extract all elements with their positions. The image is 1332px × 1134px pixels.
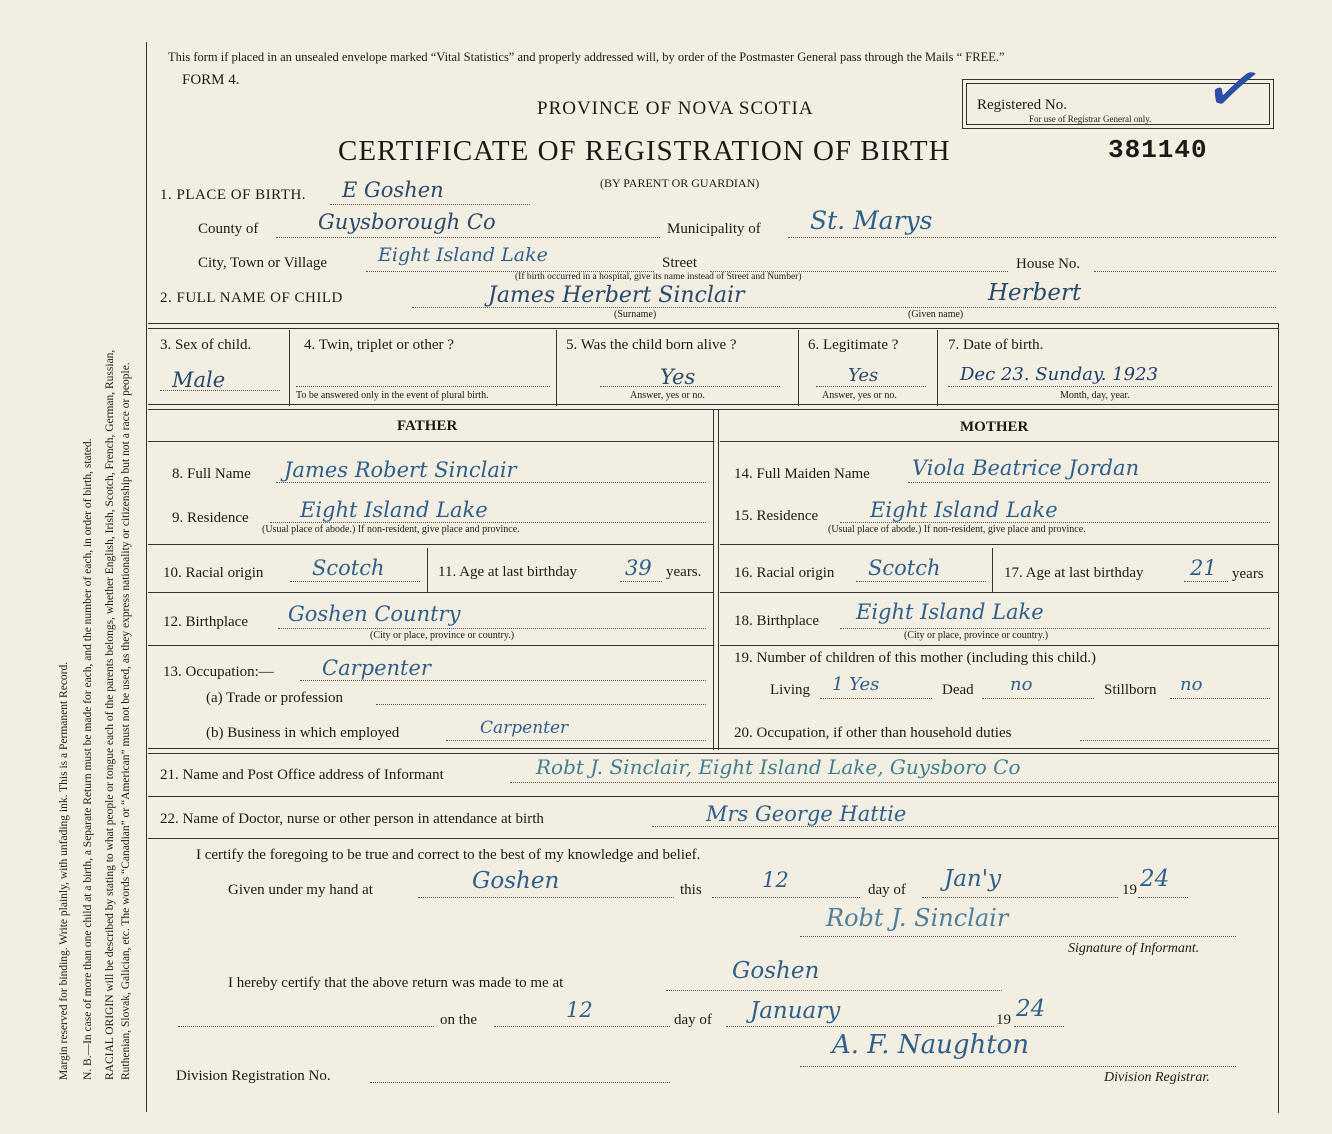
mother-dead-value: no bbox=[1010, 674, 1033, 695]
margin-note-multiple-births: N. B.—In case of more than one child at a birth, a Separate Return must be made for each, and the number of each, in order of birth, stated. bbox=[82, 438, 94, 1080]
dob-value: Dec 23. Sunday. 1923 bbox=[960, 364, 1159, 385]
mother-stillborn-label: Stillborn bbox=[1104, 682, 1157, 698]
informant-value: Robt J. Sinclair, Eight Island Lake, Guysboro Co bbox=[536, 755, 1021, 779]
father-residence-label: 9. Residence bbox=[172, 510, 249, 526]
mother-residence-value: Eight Island Lake bbox=[870, 498, 1058, 522]
father-age-value: 39 bbox=[625, 556, 652, 580]
surname-note: (Surname) bbox=[614, 309, 657, 320]
given-day-value: 12 bbox=[762, 868, 789, 892]
twin-label: 4. Twin, triplet or other ? bbox=[304, 337, 454, 353]
checkmark-icon: ✓ bbox=[1197, 46, 1271, 135]
signature-informant-label: Signature of Informant. bbox=[1068, 941, 1200, 956]
division-registration-no-label: Division Registration No. bbox=[176, 1068, 331, 1084]
father-name-label: 8. Full Name bbox=[172, 466, 251, 482]
reg-year-value: 24 bbox=[1016, 996, 1046, 1022]
certificate-subtitle: (BY PARENT OR GUARDIAN) bbox=[600, 176, 760, 190]
doctor-label: 22. Name of Doctor, nurse or other person in attendance at birth bbox=[160, 811, 544, 827]
hereby-place-value: Goshen bbox=[732, 958, 820, 984]
mother-birthplace-note: (City or place, province or country.) bbox=[904, 630, 1049, 641]
father-heading: FATHER bbox=[397, 418, 458, 434]
certify-text: I certify the foregoing to be true and correct to the best of my knowledge and belief. bbox=[196, 847, 701, 863]
father-residence-value: Eight Island Lake bbox=[300, 498, 488, 522]
given-this-label: this bbox=[680, 882, 702, 898]
twin-note: To be answered only in the event of plural birth. bbox=[296, 390, 489, 401]
informant-top-rule bbox=[148, 748, 1278, 754]
mother-age-value: 21 bbox=[1190, 556, 1217, 580]
registrar-signature: A. F. Naughton bbox=[832, 1030, 1030, 1060]
father-trade-label: (a) Trade or profession bbox=[206, 690, 344, 706]
county-value: Guysborough Co bbox=[318, 210, 496, 234]
frame-left bbox=[146, 42, 147, 1112]
father-birthplace-label: 12. Birthplace bbox=[163, 614, 248, 630]
informant-label: 21. Name and Post Office address of Informant bbox=[160, 767, 444, 783]
mother-residence-label: 15. Residence bbox=[734, 508, 819, 524]
father-birthplace-value: Goshen Country bbox=[288, 602, 461, 626]
parents-divider bbox=[713, 410, 719, 750]
mother-living-label: Living bbox=[770, 682, 810, 698]
mother-race-label: 16. Racial origin bbox=[734, 565, 835, 581]
sex-label: 3. Sex of child. bbox=[160, 337, 252, 353]
mother-birthplace-label: 18. Birthplace bbox=[734, 613, 819, 629]
mother-children-label: 19. Number of children of this mother (including this child.) bbox=[734, 650, 1097, 666]
father-race-value: Scotch bbox=[312, 556, 385, 580]
street-label: Street bbox=[662, 255, 697, 271]
hereby-label: I hereby certify that the above return was made to me at bbox=[228, 975, 564, 991]
form-number: FORM 4. bbox=[182, 72, 240, 88]
reg-day-of-label: day of bbox=[674, 1012, 712, 1028]
division-registrar-label: Division Registrar. bbox=[1104, 1070, 1210, 1085]
mother-name-label: 14. Full Maiden Name bbox=[734, 466, 870, 482]
given-day-of-label: day of bbox=[868, 882, 906, 898]
registered-note: For use of Registrar General only. bbox=[1029, 114, 1152, 124]
father-age-label: 11. Age at last birthday bbox=[438, 564, 577, 580]
father-business-label: (b) Business in which employed bbox=[206, 725, 400, 741]
mother-heading: MOTHER bbox=[960, 419, 1029, 435]
municipality-value: St. Marys bbox=[810, 206, 933, 235]
frame-right bbox=[1278, 323, 1279, 1113]
house-number-label: House No. bbox=[1016, 256, 1081, 272]
postal-note: This form if placed in an unsealed envelope marked “Vital Statistics” and properly addressed will, by order of the Postmaster General pass through the Mails “ FREE.” bbox=[168, 50, 1005, 64]
city-value: Eight Island Lake bbox=[378, 244, 548, 266]
father-age-unit: years. bbox=[666, 564, 702, 580]
margin-note-binding: Margin reserved for binding. Write plainly, with unfading ink. This is a Permanent Record. bbox=[58, 661, 70, 1080]
mother-occupation-label: 20. Occupation, if other than household duties bbox=[734, 725, 1012, 741]
given-year-prefix: 19 bbox=[1122, 882, 1137, 898]
given-place-value: Goshen bbox=[472, 868, 560, 894]
hospital-note: (If birth occurred in a hospital, give its name instead of Street and Number) bbox=[515, 272, 802, 282]
reg-year-prefix: 19 bbox=[996, 1012, 1011, 1028]
margin-note-racial-origin-2: Ruthenian, Slovak, Galician, etc. The words “Canadian” or “American” must not be used, as they express nationality or citizenship but not a race or people. bbox=[120, 362, 132, 1080]
given-year-value: 24 bbox=[1140, 866, 1170, 892]
father-name-value: James Robert Sinclair bbox=[284, 458, 517, 482]
given-month-value: Jan'y bbox=[944, 866, 1002, 892]
margin-note-racial-origin-1: RACIAL ORIGIN will be described by stating to what people or tongue each of the parents belongs, whether English, Irish, Scotch, French, German, Russian, bbox=[104, 349, 116, 1080]
mother-age-unit: years bbox=[1232, 566, 1264, 582]
father-occupation-value: Carpenter bbox=[322, 656, 431, 680]
alive-value: Yes bbox=[660, 365, 696, 389]
child-surname-value: James Herbert Sinclair bbox=[488, 283, 745, 308]
city-label: City, Town or Village bbox=[198, 255, 328, 271]
certificate-number: 381140 bbox=[1108, 135, 1208, 165]
mother-name-value: Viola Beatrice Jordan bbox=[912, 456, 1140, 480]
registered-label: Registered No. bbox=[977, 97, 1067, 113]
place-of-birth-label: 1. PLACE OF BIRTH. bbox=[160, 187, 307, 203]
father-business-value: Carpenter bbox=[480, 718, 569, 738]
mother-race-value: Scotch bbox=[868, 556, 941, 580]
reg-day-value: 12 bbox=[566, 998, 593, 1022]
doctor-value: Mrs George Hattie bbox=[706, 802, 907, 826]
father-occupation-label: 13. Occupation:— bbox=[163, 664, 274, 680]
legitimate-label: 6. Legitimate ? bbox=[808, 337, 899, 353]
municipality-label: Municipality of bbox=[667, 221, 761, 237]
mother-birthplace-value: Eight Island Lake bbox=[856, 600, 1044, 624]
dob-label: 7. Date of birth. bbox=[948, 337, 1044, 353]
alive-note: Answer, yes or no. bbox=[630, 390, 705, 401]
legitimate-note: Answer, yes or no. bbox=[822, 390, 897, 401]
mother-dead-label: Dead bbox=[942, 682, 974, 698]
child-given-value: Herbert bbox=[988, 280, 1082, 306]
left-margin-notes bbox=[0, 0, 140, 1134]
father-residence-note: (Usual place of abode.) If non-resident, give place and province. bbox=[262, 524, 520, 535]
reg-month-value: January bbox=[750, 998, 841, 1024]
father-birthplace-note: (City or place, province or country.) bbox=[370, 630, 515, 641]
row3-top-rule bbox=[148, 323, 1278, 329]
province-title: PROVINCE OF NOVA SCOTIA bbox=[537, 98, 814, 119]
alive-label: 5. Was the child born alive ? bbox=[566, 337, 737, 353]
given-under-hand-label: Given under my hand at bbox=[228, 882, 373, 898]
place-of-birth-value: E Goshen bbox=[342, 178, 444, 202]
mother-living-value: 1 Yes bbox=[832, 674, 880, 695]
mother-age-label: 17. Age at last birthday bbox=[1004, 565, 1144, 581]
mother-stillborn-value: no bbox=[1180, 674, 1203, 695]
dob-note: Month, day, year. bbox=[1060, 390, 1130, 401]
certificate-title: CERTIFICATE OF REGISTRATION OF BIRTH bbox=[338, 135, 951, 167]
informant-signature: Robt J. Sinclair bbox=[826, 904, 1009, 932]
mother-residence-note: (Usual place of abode.) If non-resident, give place and province. bbox=[828, 524, 1086, 535]
legitimate-value: Yes bbox=[848, 365, 879, 386]
given-name-note: (Given name) bbox=[908, 309, 964, 320]
county-label: County of bbox=[198, 221, 259, 237]
child-name-label: 2. FULL NAME OF CHILD bbox=[160, 290, 343, 306]
sex-value: Male bbox=[172, 368, 226, 392]
father-race-label: 10. Racial origin bbox=[163, 565, 264, 581]
on-the-label: on the bbox=[440, 1012, 478, 1028]
